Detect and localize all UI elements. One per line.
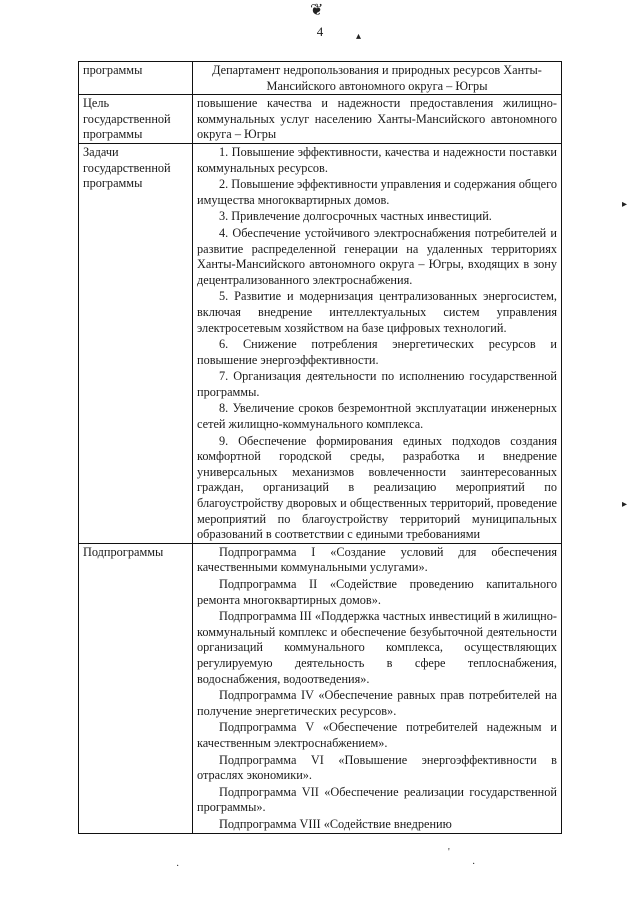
paragraph: Подпрограмма III «Поддержка частных инвестиций в жилищно-коммунальный комплекс и обеспечение безубыточной деятельности организаций коммунального комплекса, осуществляющих регулируемую деятельность в сфере теплоснабжения, водоснабжения, водоотведения». [197, 609, 557, 686]
scan-speck-mark: ▸ [622, 199, 628, 210]
paragraph: Подпрограмма VII «Обеспечение реализации государственной программы». [197, 784, 557, 815]
scan-speck-mark: ▴ [356, 31, 362, 42]
scan-speck-mark: ▸ [622, 499, 628, 510]
paragraph: 3. Привлечение долгосрочных частных инвестиций. [219, 209, 492, 224]
row-value [193, 95, 562, 144]
page-number: 4 [316, 24, 324, 39]
table-row [79, 143, 562, 543]
paragraph: 2. Повышение эффективности управления и содержания общего имущества многоквартирных домов. [197, 177, 557, 207]
ink-blot-mark: ❦ [310, 2, 324, 19]
paragraph: 7. Организация деятельности по исполнению государственной программы. [197, 369, 557, 399]
paragraph: 8. Увеличение сроков безремонтной эксплуатации инженерных сетей жилищно-коммунального комплекса. [197, 401, 557, 432]
paragraph: 6. Снижение потребления энергетических ресурсов и повышение энергоэффективности. [197, 337, 557, 367]
program-passport-table [78, 61, 562, 834]
row-value [193, 62, 562, 95]
row-label: Подпрограммы [79, 543, 193, 833]
paragraph: Подпрограмма I «Создание условий для обеспечения качественными коммунальными услугами». [197, 544, 557, 575]
paragraph: 5. Развитие и модернизация централизованных энергосистем, включая внедрение интеллектуальных систем управления электросетевым хозяйством на базе цифровых технологий. [197, 289, 557, 335]
row-label: Цель государственной программы [79, 95, 193, 144]
paragraph: 1. Повышение эффективности, качества и надежности поставки коммунальных ресурсов. [197, 144, 557, 175]
scan-speck-mark: ' [448, 847, 450, 858]
paragraph: Подпрограмма II «Содействие проведению капитального ремонта многоквартирных домов». [197, 577, 557, 607]
paragraph: Подпрограмма IV «Обеспечение равных прав потребителей на получение энергетических ресурсов». [197, 688, 557, 718]
paragraph: 4. Обеспечение устойчивого электроснабжения потребителей и развитие распределенной генерации на удаленных территориях Ханты-Мансийского автономного округа – Югры, входящих в зону децентрализованного электроснабжения. [197, 225, 557, 287]
table-row [79, 543, 562, 833]
row-value [193, 543, 562, 833]
row-value [193, 143, 562, 543]
scan-speck-mark: · [176, 861, 180, 872]
paragraph: Департамент недропользования и природных ресурсов Ханты-Мансийского автономного округа – Югры [212, 63, 542, 93]
table-row [79, 95, 562, 144]
paragraph: повышение качества и надежности предоставления жилищно-коммунальных услуг населению Ханты-Мансийского автономного округа – Югры [197, 96, 557, 142]
row-label: программы [79, 62, 193, 95]
row-label: Задачи государственной программы [79, 143, 193, 543]
paragraph: Подпрограмма VI «Повышение энергоэффективности в отраслях экономики». [197, 752, 557, 783]
scan-speck-mark: · [472, 859, 476, 870]
paragraph: Подпрограмма VIII «Содействие внедрению [219, 816, 452, 831]
paragraph: Подпрограмма V «Обеспечение потребителей надежным и качественным электроснабжением». [197, 720, 557, 750]
paragraph: 9. Обеспечение формирования единых подходов создания комфортной городской среды, разработка и внедрение универсальных механизмов вовлеченности заинтересованных граждан, организаций в реализацию мероприятий по благоустройству дворовых и общественных территорий, проведение мероприятий по благоустройству территорий муниципальных образований в соответствии с едиными требованиями [197, 433, 557, 542]
table-row [79, 62, 562, 95]
